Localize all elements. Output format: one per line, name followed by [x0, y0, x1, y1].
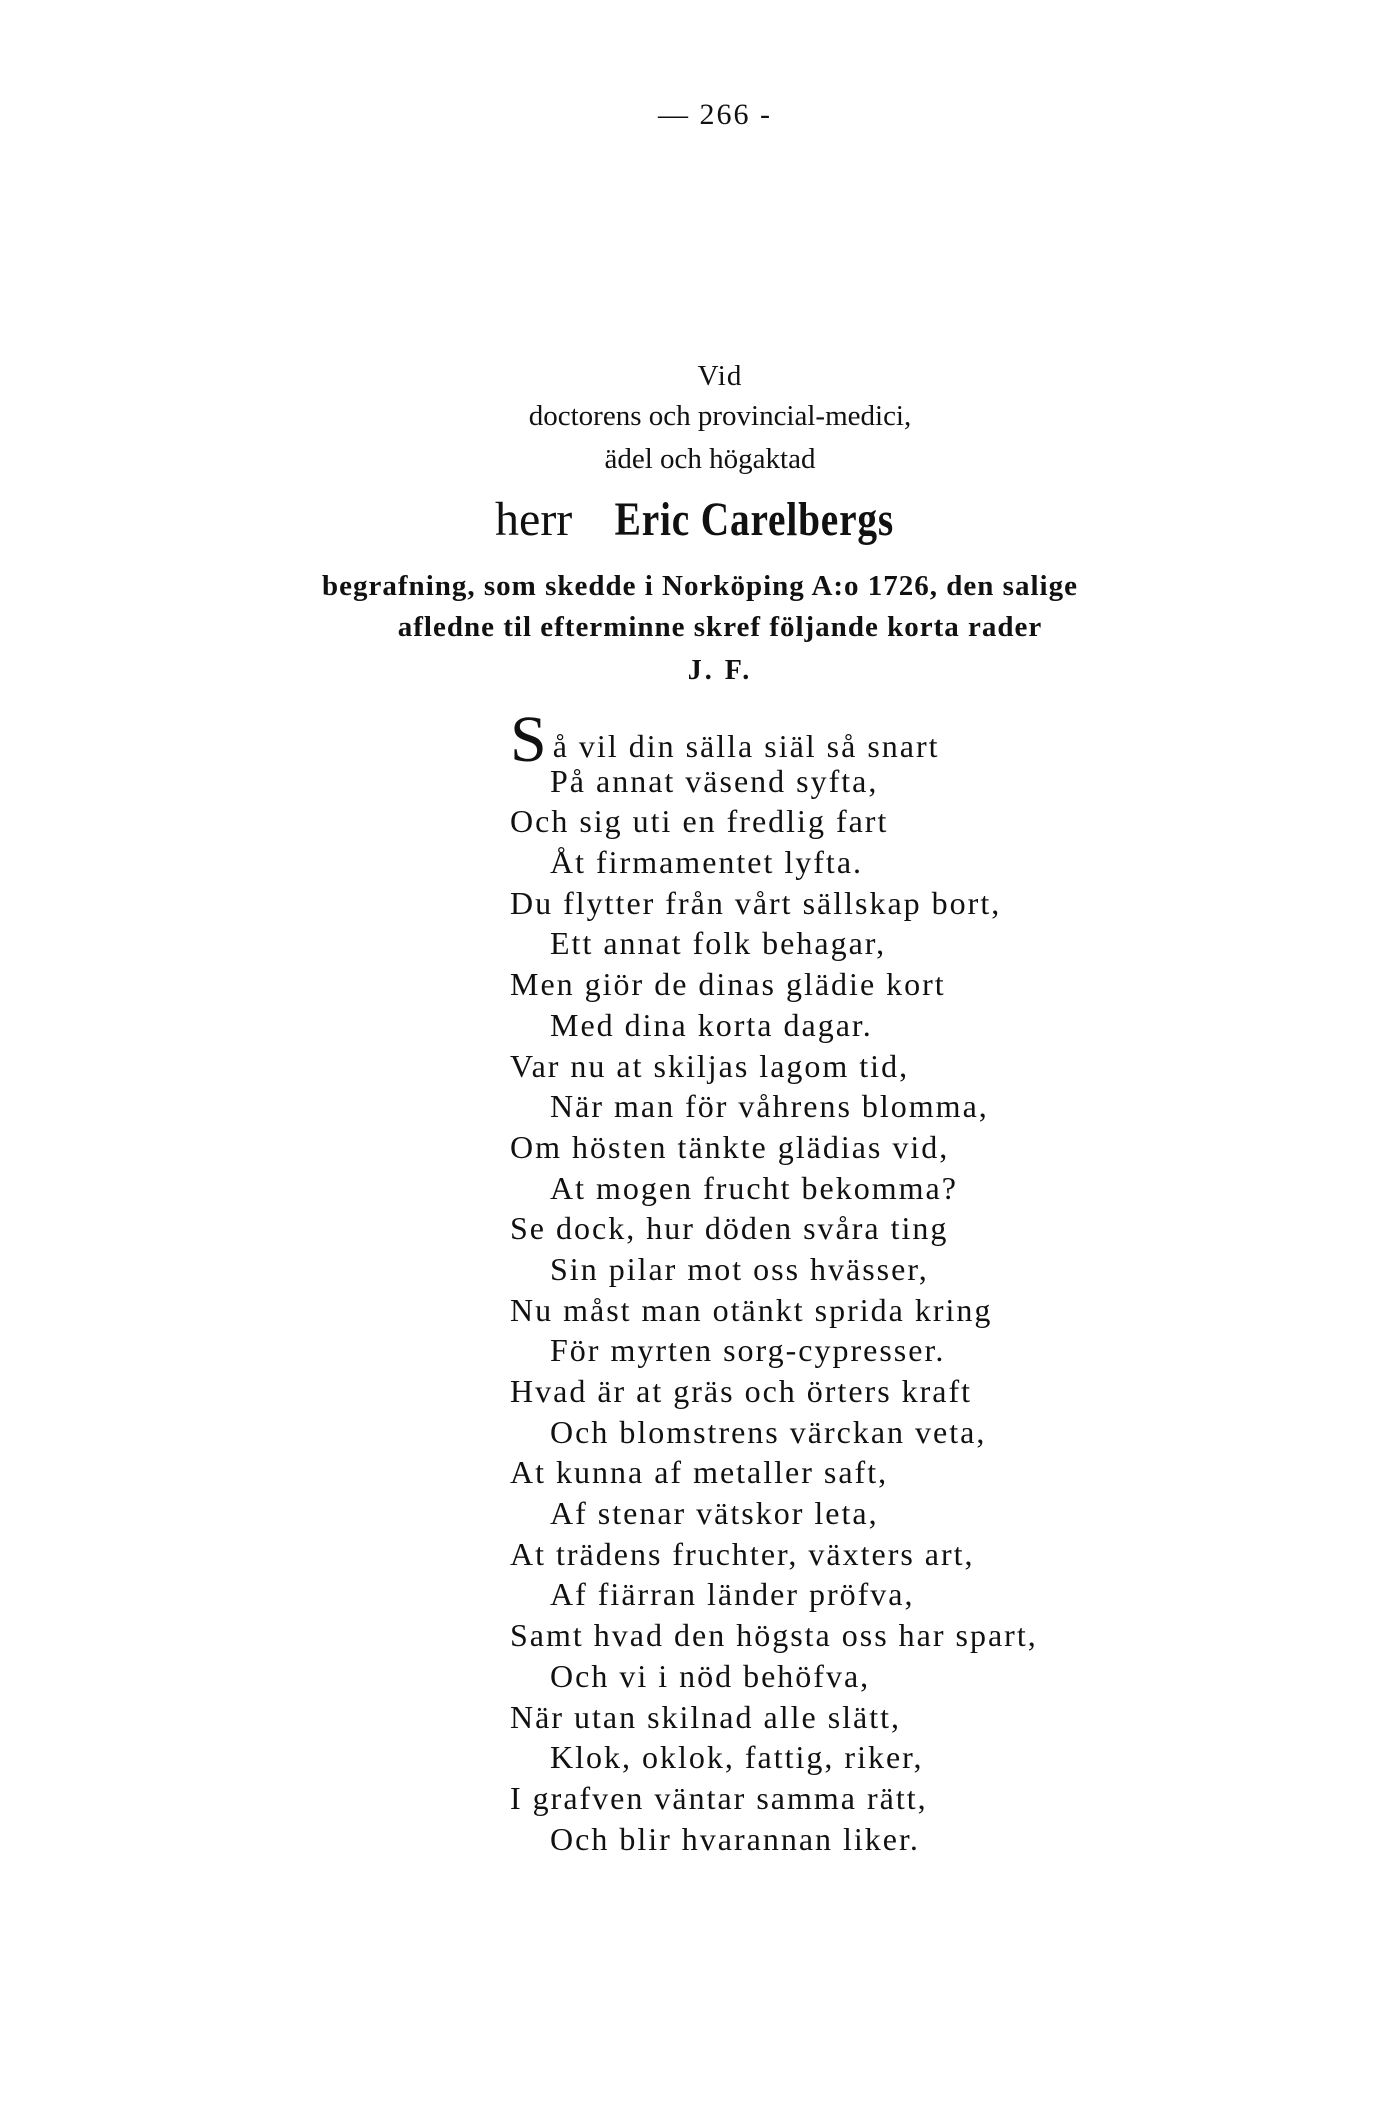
poem-line: Och blir hvarannan liker.	[550, 1820, 920, 1857]
poem-line: I grafven väntar samma rätt,	[510, 1779, 928, 1816]
poem-line: Om hösten tänkte glädias vid,	[510, 1128, 950, 1165]
heading-line-doctor: doctorens och provincial-medici,	[528, 400, 912, 432]
author-signature: J. F.	[687, 655, 753, 686]
poem-line: Åt firmamentet lyfta.	[550, 844, 864, 881]
poem-first-line-text: å vil din sälla siäl så snart	[552, 728, 940, 764]
poem-line: Ett annat folk behagar,	[550, 925, 887, 962]
poem-line: På annat väsend syfta,	[550, 762, 879, 799]
poem-line: Och blomstrens värckan veta,	[550, 1413, 987, 1450]
poem-line: När man för våhrens blomma,	[550, 1088, 989, 1125]
poem-line: Hvad är at gräs och örters kraft	[510, 1373, 973, 1409]
poem-line: Samt hvad den högsta oss har spart,	[510, 1617, 1038, 1654]
poem-line: At mogen frucht bekomma?	[550, 1169, 958, 1206]
heading-vid: Vid	[697, 360, 743, 392]
poem-line: När utan skilnad alle slätt,	[510, 1698, 902, 1735]
poem-line: Och sig uti en fredlig fart	[510, 803, 889, 840]
poem-line: Klok, oklok, fattig, riker,	[550, 1739, 924, 1776]
heading-description-line-2: afledne til efterminne skref följande korta rader	[397, 611, 1043, 643]
poem-line: Nu måst man otänkt sprida kring	[510, 1291, 993, 1328]
poem-line: Med dina korta dagar.	[550, 1006, 873, 1043]
dropcap-letter: S	[510, 703, 549, 776]
heading-line-noble: ädel och högaktad	[604, 443, 816, 475]
poem-line: Du flytter från vårt sällskap bort,	[510, 884, 1002, 921]
poem-line: Men giör de dinas glädie kort	[510, 966, 946, 1003]
poem-line: Och vi i nöd behöfva,	[550, 1657, 871, 1694]
heading-description-line-1: begrafning, som skedde i Norköping A:o 1726, den salige	[322, 570, 1078, 602]
poem-lines	[510, 761, 1310, 1860]
poem-line: At kunna af metaller saft,	[510, 1454, 889, 1491]
poem-line: Se dock, hur döden svåra ting	[510, 1210, 949, 1247]
heading-name-prefix: herr	[495, 493, 573, 546]
poem-line: För myrten sorg-cypresser.	[550, 1332, 946, 1369]
poem	[510, 703, 1310, 1859]
poem-line: At trädens fruchter, växters art,	[510, 1535, 975, 1572]
poem-line: Sin pilar mot oss hvässer,	[550, 1250, 929, 1287]
poem-line: Var nu at skiljas lagom tid,	[510, 1047, 910, 1084]
poem-first-line	[510, 703, 1310, 776]
poem-line: Af stenar vätskor leta,	[550, 1495, 879, 1532]
poem-line: Af fiärran länder pröfva,	[550, 1576, 915, 1613]
heading-name-main: Eric Carelbergs	[614, 493, 895, 546]
heading-name	[0, 492, 1400, 547]
page-number: — 266 -	[658, 98, 772, 131]
